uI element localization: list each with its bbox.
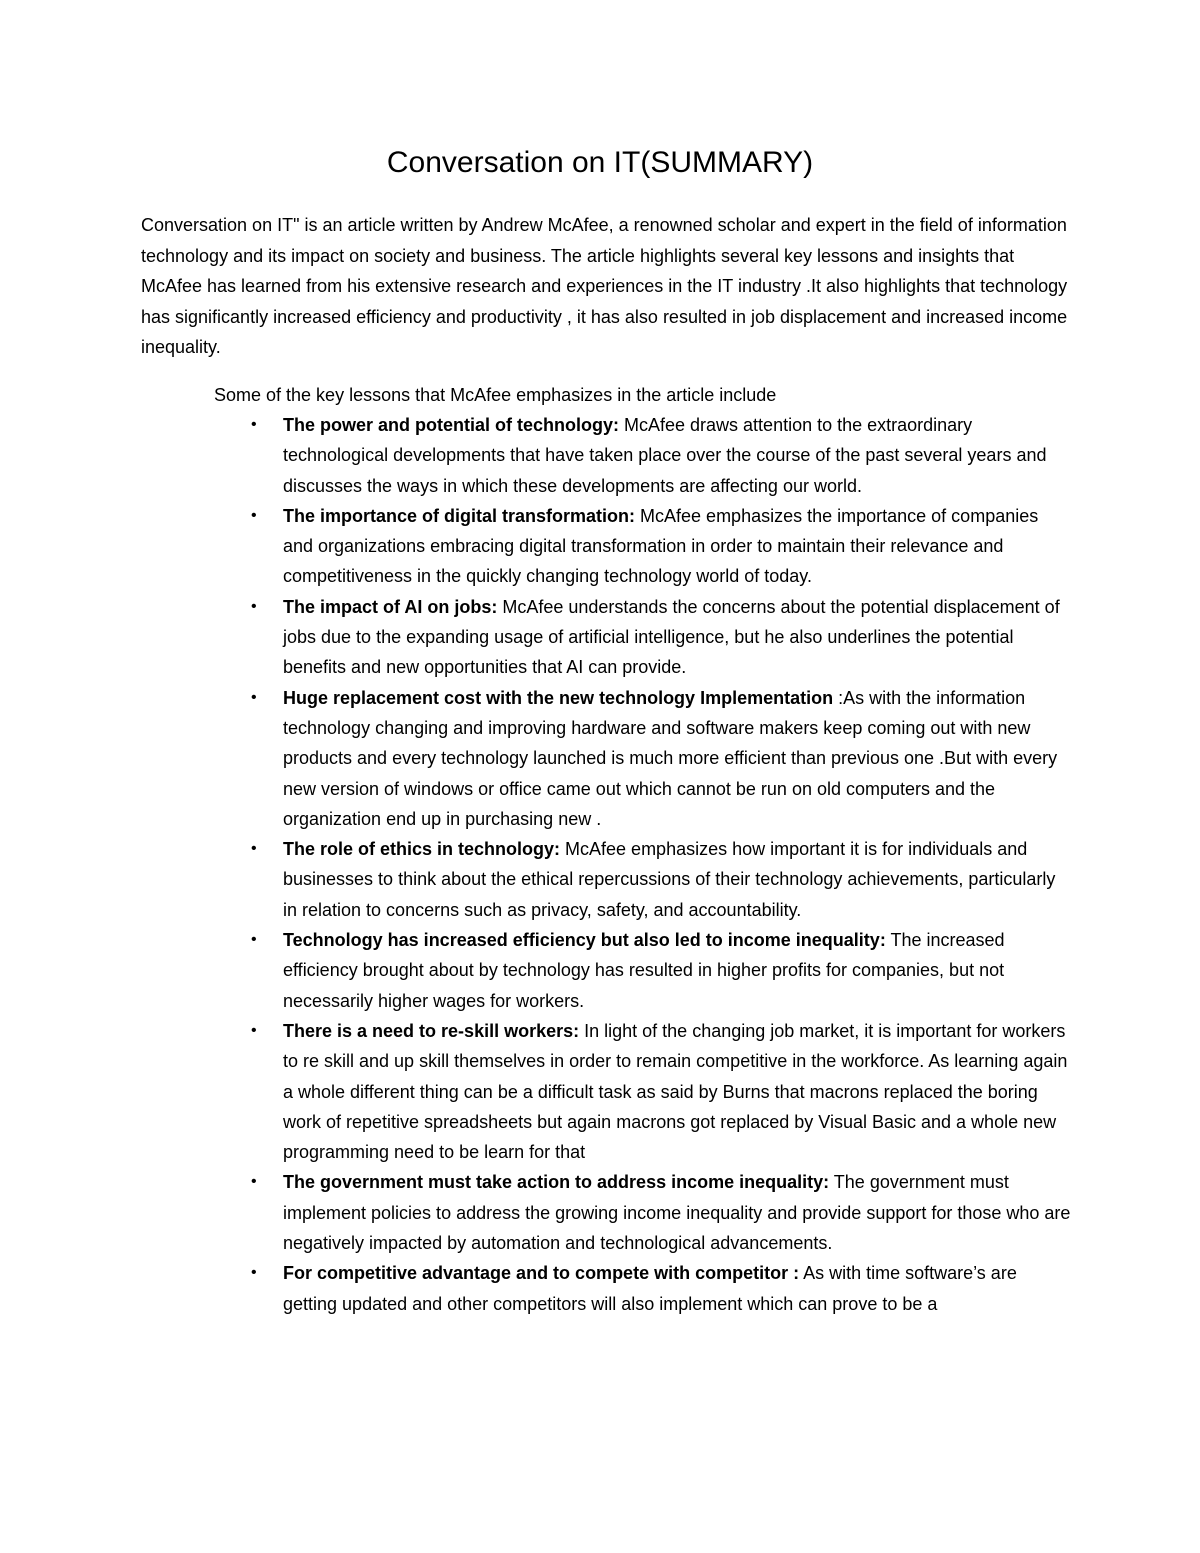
- lesson-item: [251, 1258, 1073, 1319]
- lesson-item: [251, 410, 1073, 501]
- bullet-icon: •: [251, 506, 257, 524]
- lesson-body: McAfee understands the concerns about the potential displacement of jobs due to the expanding usage of artificial intelligence, but he also underlines the potential benefits and new opportunities that AI can provide.: [283, 596, 1060, 678]
- lessons-lead-sentence: Some of the key lessons that McAfee emphasizes in the article include: [214, 385, 777, 405]
- bullet-icon: •: [251, 597, 257, 615]
- lesson-heading: The power and potential of technology:: [283, 415, 619, 435]
- lesson-heading: For competitive advantage and to compete with competitor :: [283, 1263, 800, 1284]
- bullet-icon: •: [251, 688, 257, 706]
- lesson-body: The increased efficiency brought about by technology has resulted in higher profits for companies, but not necessarily higher wages for workers.: [283, 930, 1005, 1011]
- bullet-icon: •: [251, 1173, 257, 1191]
- lesson-body: The government must implement policies to address the growing income inequality and provide support for those who are negatively impacted by automation and technological advancements.: [283, 1172, 1071, 1254]
- lesson-heading: The role of ethics in technology:: [283, 839, 561, 860]
- lesson-body: McAfee emphasizes how important it is for individuals and businesses to think about the ethical repercussions of their technology achievements, particularly in relation to concerns such as privacy, safety, and accountability.: [283, 839, 1056, 920]
- bullet-icon: •: [251, 840, 257, 858]
- lessons-list: [251, 410, 1073, 1319]
- lesson-body: In light of the changing job market, it is important for workers to re skill and up skill themselves in order to remain competitive in the workforce. As learning again a whole different thing can be a difficult task as said by Burns that macrons replaced the boring work of repetitive spreadsheets but again macrons got replaced by Visual Basic and a whole new programming need to be learn for that: [283, 1020, 1068, 1163]
- lesson-heading: Technology has increased efficiency but also led to income inequality:: [283, 930, 886, 951]
- lesson-item: [251, 592, 1073, 683]
- lesson-heading: The government must take action to address income inequality:: [283, 1172, 830, 1193]
- bullet-icon: •: [251, 1264, 257, 1282]
- intro-paragraph: Conversation on IT" is an article written by Andrew McAfee, a renowned scholar and expert in the field of information technology and its impact on society and business. The article highlights several key lessons and insights that McAfee has learned from his extensive research and experiences in the IT industry .It also highlights that technology has significantly increased efficiency and productivity , it has also resulted in job displacement and increased income inequality.: [141, 215, 1068, 357]
- lesson-item: [251, 834, 1073, 925]
- lesson-body: McAfee draws attention to the extraordinary technological developments that have taken place over the course of the past several years and discusses the ways in which these developments are affecting our world.: [283, 415, 1047, 496]
- lesson-body: As with time software’s are getting updated and other competitors will also implement which can prove to be a: [283, 1263, 1017, 1314]
- lesson-heading: The importance of digital transformation:: [283, 505, 636, 526]
- bullet-icon: •: [251, 1021, 257, 1039]
- lesson-heading: Huge replacement cost with the new technology Implementation: [283, 687, 834, 708]
- lesson-heading: The impact of AI on jobs:: [283, 596, 498, 617]
- lesson-item: [251, 683, 1073, 834]
- lesson-body: :As with the information technology changing and improving hardware and software makers keep coming out with new products and every technology launched is much more efficient than previous one .But with every new version of windows or office came out which cannot be run on old computers and the organization end up in purchasing new .: [283, 687, 1058, 829]
- lesson-item: [251, 925, 1073, 1016]
- bullet-icon: •: [251, 416, 257, 433]
- lesson-item: [251, 1016, 1073, 1167]
- lesson-heading: There is a need to re-skill workers:: [283, 1020, 580, 1041]
- lesson-body: McAfee emphasizes the importance of companies and organizations embracing digital transformation in order to maintain their relevance and competitiveness in the quickly changing technology world of today.: [283, 505, 1039, 587]
- lesson-item: [251, 501, 1073, 592]
- bullet-icon: •: [251, 931, 257, 949]
- lesson-item: [251, 1167, 1073, 1258]
- document-title: Conversation on IT(SUMMARY): [386, 146, 814, 179]
